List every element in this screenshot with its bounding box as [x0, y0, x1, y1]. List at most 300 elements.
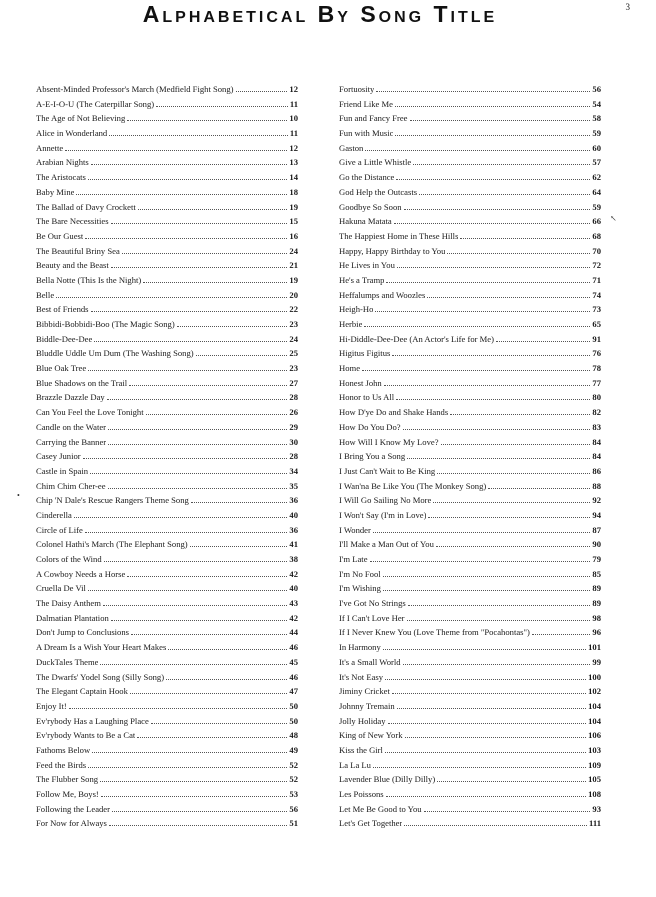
song-title: For Now for Always [36, 818, 107, 829]
page-ref: 105 [588, 774, 601, 785]
song-title: Colonel Hathi's March (The Elephant Song) [36, 539, 188, 550]
index-entry [36, 97, 298, 112]
song-title: He Lives in You [339, 260, 395, 271]
dot-leader [410, 120, 591, 121]
song-title: Chim Chim Cher-ee [36, 480, 106, 491]
index-entry [339, 537, 601, 552]
index-entry [36, 170, 298, 185]
index-entry [339, 640, 601, 655]
dot-leader [85, 238, 287, 239]
song-title: Let's Get Together [339, 818, 403, 829]
song-title: The Ballad of Davy Crockett [36, 201, 136, 212]
index-entry [339, 699, 601, 714]
song-title: Home [339, 363, 361, 374]
song-title: Higitus Figitus [339, 348, 391, 359]
dot-leader [404, 825, 587, 826]
page-ref: 88 [592, 480, 601, 491]
dot-leader [383, 576, 591, 577]
index-entry [339, 361, 601, 376]
page-ref: 56 [289, 803, 298, 814]
index-entry [339, 523, 601, 538]
dot-leader [91, 311, 288, 312]
page-ref: 99 [592, 656, 601, 667]
song-title: Let Me Be Good to You [339, 803, 422, 814]
dot-leader [191, 502, 288, 503]
song-title: Don't Jump to Conclusions [36, 627, 129, 638]
song-title: He's a Tramp [339, 274, 385, 285]
index-entry [339, 816, 601, 831]
song-title: Bibbidi-Bobbidi-Boo (The Magic Song) [36, 319, 175, 329]
song-title: I've Got No Strings [339, 598, 406, 609]
page-ref: 76 [592, 348, 601, 359]
song-title: Belle [36, 289, 55, 300]
dot-leader [405, 737, 587, 738]
song-title: The Flubber Song [36, 774, 99, 785]
index-entry [36, 655, 298, 670]
song-title: Best of Friends [36, 304, 89, 315]
dot-leader [90, 473, 287, 474]
dot-leader [408, 605, 591, 606]
dot-leader [403, 429, 591, 430]
song-title: DuckTales Theme [36, 656, 99, 667]
index-entry [36, 640, 298, 655]
index-entry [339, 493, 601, 508]
dot-leader [88, 179, 288, 180]
index-entry [339, 625, 601, 640]
index-entry [339, 787, 601, 802]
index-entry [36, 787, 298, 802]
song-title: Lavender Blue (Dilly Dilly) [339, 774, 436, 785]
song-title: Colors of the Wind [36, 554, 102, 564]
dot-leader [138, 209, 288, 210]
page-ref: 24 [289, 333, 298, 344]
index-entry [339, 714, 601, 729]
index-entry [339, 611, 601, 626]
song-title: How Do You Do? [339, 421, 401, 432]
page-ref: 66 [592, 216, 601, 227]
page-ref: 35 [289, 480, 298, 491]
index-entry [36, 625, 298, 640]
page-ref: 51 [289, 818, 298, 829]
dot-leader [437, 473, 590, 474]
dot-leader [151, 723, 288, 724]
dot-leader [450, 414, 590, 415]
index-entry [339, 317, 601, 332]
index-entry [36, 258, 298, 273]
page-ref: 40 [289, 583, 298, 594]
index-entry [339, 332, 601, 347]
page-ref: 20 [289, 289, 298, 300]
left-column [36, 82, 298, 831]
index-entry [36, 390, 298, 405]
page-ref: 47 [289, 686, 298, 697]
song-title: Give a Little Whistle [339, 157, 412, 168]
dot-leader [370, 561, 591, 562]
dot-leader [375, 311, 590, 312]
index-entry [36, 244, 298, 259]
dot-leader [437, 781, 586, 782]
index-entry [339, 82, 601, 97]
index-entry [36, 435, 298, 450]
song-title: Cruella De Vil [36, 583, 86, 594]
song-title: Chip 'N Dale's Rescue Rangers Theme Song [36, 495, 189, 506]
song-title: Jolly Holiday [339, 715, 386, 726]
song-title: I Wonder [339, 524, 371, 535]
page-ref: 85 [592, 568, 601, 579]
dot-leader [107, 399, 288, 400]
page-ref: 106 [588, 730, 601, 741]
page-ref: 42 [289, 568, 298, 579]
song-title: Absent-Minded Professor's March (Medfield Fight Song) [36, 84, 234, 94]
dot-leader [364, 326, 590, 327]
page-ref: 12 [289, 142, 298, 153]
song-title: The Bare Necessities [36, 216, 109, 227]
dot-leader [130, 693, 288, 694]
index-entry [339, 581, 601, 596]
index-entry [36, 82, 298, 97]
page-ref: 92 [592, 495, 601, 506]
page-ref: 70 [592, 245, 601, 256]
dot-leader [373, 532, 591, 533]
song-title: Dalmatian Plantation [36, 612, 109, 623]
index-entry [339, 596, 601, 611]
song-title: I Won't Say (I'm in Love) [339, 509, 427, 520]
song-title: Honor to Us All [339, 392, 395, 403]
page-ref: 49 [289, 744, 298, 755]
song-title: Follow Me, Boys! [36, 789, 99, 799]
song-title: God Help the Outcasts [339, 186, 418, 197]
index-entry [339, 390, 601, 405]
dot-leader [56, 297, 287, 298]
page-ref: 25 [289, 348, 298, 359]
page-ref: 84 [592, 451, 601, 462]
dot-leader [76, 194, 287, 195]
page-ref: 59 [592, 128, 601, 139]
song-title: Casey Junior [36, 451, 81, 462]
index-entry [339, 346, 601, 361]
page-ref: 50 [289, 700, 298, 711]
page-ref: 44 [289, 627, 298, 638]
index-entry [36, 714, 298, 729]
song-title: Cinderella [36, 509, 72, 520]
page-ref: 15 [289, 216, 298, 227]
dot-leader [424, 811, 591, 812]
index-entry [36, 288, 298, 303]
index-entry [339, 728, 601, 743]
page-ref: 26 [289, 407, 298, 418]
song-title: Heffalumps and Woozles [339, 289, 426, 300]
index-entry [339, 170, 601, 185]
page-ref: 57 [592, 157, 601, 168]
page-ref: 86 [592, 465, 601, 476]
page-ref: 103 [588, 744, 601, 755]
page-ref: 93 [592, 803, 601, 814]
dot-leader [137, 737, 287, 738]
dot-leader [111, 223, 288, 224]
index-entry [339, 141, 601, 156]
index-entry [36, 802, 298, 817]
page-ref: 18 [289, 186, 298, 197]
page-ref: 59 [592, 201, 601, 212]
dot-leader [100, 664, 287, 665]
song-title: Be Our Guest [36, 230, 84, 241]
page-ref: 43 [289, 598, 298, 609]
song-title: Ev'rybody Has a Laughing Place [36, 715, 149, 726]
page-ref: 36 [289, 495, 298, 506]
dot-leader [166, 679, 287, 680]
dot-leader [441, 444, 591, 445]
index-entry [339, 155, 601, 170]
index-entry [339, 258, 601, 273]
song-title: Bluddle Uddle Um Dum (The Washing Song) [36, 348, 194, 359]
page-ref: 46 [289, 642, 298, 653]
dot-leader [122, 253, 288, 254]
page-ref: 64 [592, 186, 601, 197]
dot-leader [101, 796, 288, 797]
index-entry [339, 111, 601, 126]
page-ref: 83 [592, 421, 601, 432]
song-title: Go the Distance [339, 172, 395, 183]
dot-leader [373, 767, 586, 768]
index-entry [339, 405, 601, 420]
index-entry [36, 346, 298, 361]
index-entry [339, 758, 601, 773]
page-ref: 108 [588, 789, 601, 799]
song-title: The Happiest Home in These Hills [339, 230, 459, 241]
index-entry [339, 567, 601, 582]
page-ref: 52 [289, 759, 298, 770]
song-title: It's a Small World [339, 656, 401, 667]
song-title: In Harmony [339, 642, 381, 653]
page-ref: 104 [588, 715, 601, 726]
index-entry [339, 376, 601, 391]
song-title: Arabian Nights [36, 157, 89, 168]
dot-leader [447, 253, 590, 254]
page-title: Alphabetical By Song Title [142, 1, 498, 27]
index-entry [36, 537, 298, 552]
page-ref: 11 [289, 98, 298, 109]
song-title: Fortuosity [339, 84, 375, 94]
index-entry [36, 611, 298, 626]
dot-leader [88, 767, 287, 768]
song-title: Fun and Fancy Free [339, 113, 408, 124]
page-ref: 101 [588, 642, 601, 653]
index-entry [339, 185, 601, 200]
index-entry [339, 214, 601, 229]
page-ref: 100 [588, 671, 601, 682]
index-entry [36, 214, 298, 229]
index-entry [36, 670, 298, 685]
song-title: Alice in Wonderland [36, 128, 108, 139]
page-ref: 23 [289, 363, 298, 374]
song-title: King of New York [339, 730, 403, 741]
dot-leader [388, 723, 587, 724]
page-ref: 46 [289, 671, 298, 682]
song-title: Hakuna Matata [339, 216, 392, 227]
page-ref: 73 [592, 304, 601, 315]
page-ref: 80 [592, 392, 601, 403]
page-ref: 68 [592, 230, 601, 241]
song-title: Friend Like Me [339, 98, 393, 109]
song-title: The Beautiful Briny Sea [36, 245, 120, 256]
dot-leader [196, 355, 288, 356]
page-ref: 54 [592, 98, 601, 109]
page-ref: 48 [289, 730, 298, 741]
index-entry [36, 523, 298, 538]
margin-mark: ↖ [610, 214, 617, 223]
index-entry [339, 244, 601, 259]
page-ref: 91 [592, 333, 601, 344]
index-entry [339, 200, 601, 215]
page-ref: 62 [592, 172, 601, 183]
dot-leader [88, 590, 287, 591]
index-entry [36, 743, 298, 758]
index-entry [339, 684, 601, 699]
page-ref: 11 [289, 128, 298, 139]
song-title: Honest John [339, 377, 382, 388]
index-entry [339, 97, 601, 112]
dot-leader [103, 605, 287, 606]
dot-leader [236, 91, 288, 92]
page-ref: 22 [289, 304, 298, 315]
index-entry [339, 302, 601, 317]
song-title: Bella Notte (This Is the Night) [36, 274, 142, 285]
index-entry [36, 361, 298, 376]
song-title: Johnny Tremain [339, 700, 395, 711]
index-entry [36, 376, 298, 391]
song-title: A Cowboy Needs a Horse [36, 568, 126, 579]
song-title: I'm Late [339, 554, 368, 564]
page-ref: 79 [592, 554, 601, 564]
dot-leader [396, 179, 590, 180]
page-ref: 10 [289, 113, 298, 124]
index-entry [339, 743, 601, 758]
page-number: 3 [625, 2, 630, 12]
dot-leader [92, 752, 287, 753]
song-title: Feed the Birds [36, 759, 87, 770]
song-title: Fathoms Below [36, 744, 91, 755]
dot-leader [177, 326, 288, 327]
page-ref: 84 [592, 436, 601, 447]
right-column [339, 82, 601, 831]
index-entry [339, 420, 601, 435]
dot-leader [190, 546, 288, 547]
index-entry [36, 699, 298, 714]
index-entry [36, 141, 298, 156]
song-title: The Aristocats [36, 172, 86, 183]
song-title: Blue Shadows on the Trail [36, 377, 128, 388]
page-ref: 109 [588, 759, 601, 770]
dot-leader [109, 135, 288, 136]
song-title: If I Can't Love Her [339, 612, 405, 623]
song-title: I'll Make a Man Out of You [339, 539, 434, 550]
index-entry [36, 449, 298, 464]
song-title: Circle of Life [36, 524, 83, 535]
index-entry [36, 229, 298, 244]
dot-leader [376, 91, 590, 92]
dot-leader [100, 781, 287, 782]
page-ref: 90 [592, 539, 601, 550]
index-entry [36, 772, 298, 787]
dot-leader [436, 546, 591, 547]
page-ref: 53 [289, 789, 298, 799]
dot-leader [104, 561, 288, 562]
song-title: Beauty and the Beast [36, 260, 109, 271]
index-entry [36, 111, 298, 126]
page-ref: 78 [592, 363, 601, 374]
dot-leader [127, 576, 287, 577]
page-ref: 58 [592, 113, 601, 124]
page-ref: 30 [289, 436, 298, 447]
index-entry [36, 464, 298, 479]
page-ref: 40 [289, 509, 298, 520]
index-entry [339, 435, 601, 450]
index-entry [36, 728, 298, 743]
dot-leader [156, 106, 288, 107]
index-entry [339, 508, 601, 523]
index-entry [339, 670, 601, 685]
dot-leader [146, 414, 288, 415]
song-title: It's Not Easy [339, 671, 384, 682]
dot-leader [74, 517, 288, 518]
song-title: I Bring You a Song [339, 451, 406, 462]
dot-leader [83, 458, 288, 459]
song-title: Carrying the Banner [36, 436, 107, 447]
song-title: I Wan'na Be Like You (The Monkey Song) [339, 480, 487, 491]
index-entry [339, 126, 601, 141]
index-entry [36, 155, 298, 170]
page-ref: 29 [289, 421, 298, 432]
page-ref: 23 [289, 319, 298, 329]
index-entry [36, 684, 298, 699]
song-title: Candle on the Water [36, 421, 107, 432]
page-ref: 52 [289, 774, 298, 785]
index-entry [36, 816, 298, 831]
dot-leader [413, 164, 590, 165]
dot-leader [69, 708, 288, 709]
song-title: Enjoy It! [36, 700, 67, 711]
dot-leader [428, 517, 590, 518]
dot-leader [94, 341, 287, 342]
index-entry [36, 552, 298, 567]
song-title: Happy, Happy Birthday to You [339, 245, 446, 256]
dot-leader [111, 620, 288, 621]
index-entry [36, 567, 298, 582]
dot-leader [108, 429, 287, 430]
page-ref: 28 [289, 392, 298, 403]
song-title: Heigh-Ho [339, 304, 374, 315]
page-ref: 13 [289, 157, 298, 168]
page-ref: 24 [289, 245, 298, 256]
dot-leader [532, 634, 591, 635]
dot-leader [496, 341, 590, 342]
index-entry [36, 317, 298, 332]
song-title: Goodbye So Soon [339, 201, 402, 212]
page-ref: 60 [592, 142, 601, 153]
page-ref: 89 [592, 598, 601, 609]
page-ref: 74 [592, 289, 601, 300]
song-title: If I Never Knew You (Love Theme from "Pocahontas") [339, 627, 530, 638]
index-entry [339, 552, 601, 567]
dot-leader [386, 282, 590, 283]
index-entry [36, 126, 298, 141]
page-ref: 14 [289, 172, 298, 183]
dot-leader [386, 796, 586, 797]
song-title: How D'ye Do and Shake Hands [339, 407, 449, 418]
index-entry [36, 420, 298, 435]
page-ref: 34 [289, 465, 298, 476]
dot-leader [365, 150, 590, 151]
